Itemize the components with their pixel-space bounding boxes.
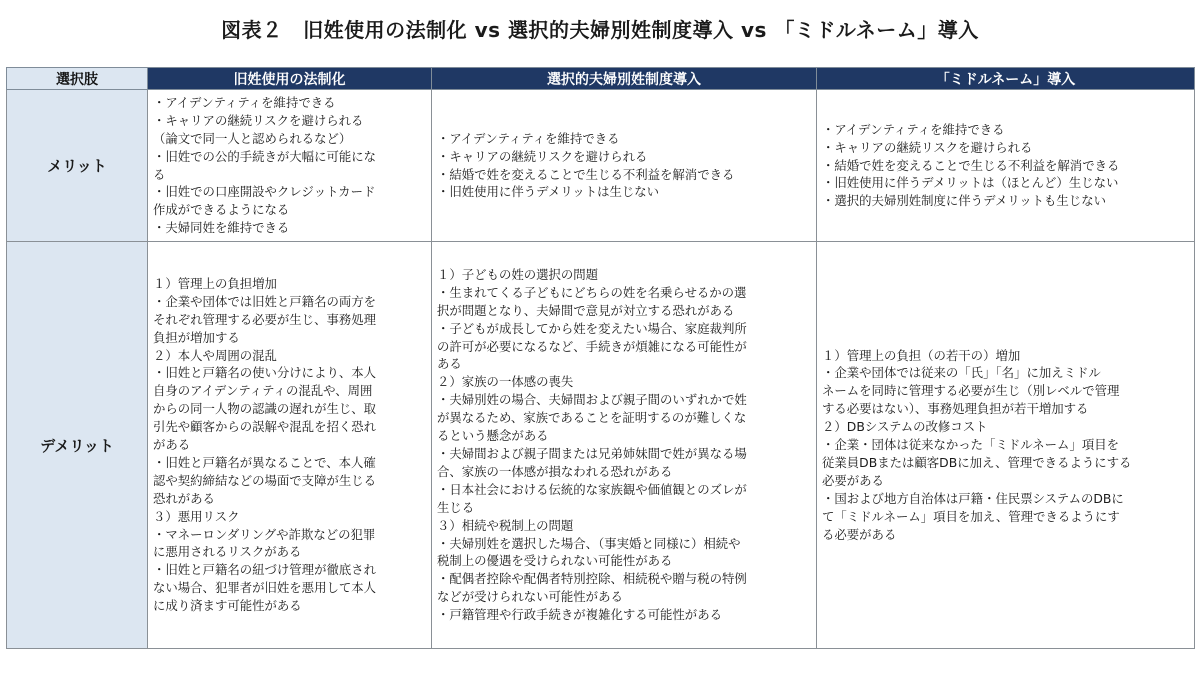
cell-line: １）管理上の負担（の若干の）増加 [822,347,1021,363]
cell-line: ある [437,356,462,372]
page-title: 図表２ 旧姓使用の法制化 vs 選択的夫婦別姓制度導入 vs 「ミドルネーム」導入 [221,18,979,42]
cell-line: るという懸念がある [437,428,549,444]
cell-line: ネームを同時に管理する必要が生じ（別レベルで管理 [822,383,1120,399]
cell-line: ・アイデンティティを維持できる [437,130,620,146]
cell-line: 負担が増加する [153,329,240,345]
column-header-kyusei: 旧姓使用の法制化 [148,68,432,90]
cell-line: ・旧姓での公的手続きが大幅に可能にな [153,148,377,164]
cell-line: ・日本社会における伝統的な家族観や価値観とのズレが [437,481,747,497]
cell-line: からの同一人物の認識の遅れが生じ、取 [153,401,377,417]
cell-line: 択が問題となり、夫婦間で意見が対立する恐れがある [437,302,735,318]
cell-line: ・旧姓使用に伴うデメリットは生じない [437,184,660,200]
column-header-fufu-bessei: 選択的夫婦別姓制度導入 [432,68,817,90]
cell-line: それぞれ管理する必要が生じ、事務処理 [153,311,377,327]
cell-line: る [153,166,166,182]
cell-line: 税制上の優遇を受けられない可能性がある [437,553,673,569]
cell-line: ・旧姓と戸籍名が異なることで、本人確 [153,454,376,470]
cell-line: ・旧姓での口座開設やクレジットカード [153,184,376,200]
cell-line: ・企業や団体では従来の「氏」「名」に加えミドル [822,365,1101,381]
cell-line: 自身のアイデンティティの混乱や、周囲 [153,383,373,399]
cell-line: １）子どもの姓の選択の問題 [437,266,599,282]
cell-line: ３）悪用リスク [153,508,240,524]
column-header-middle-name: 「ミドルネーム」導入 [817,68,1195,90]
cell-line: ・キャリアの継続リスクを避けられる [153,112,364,128]
demerit-row [7,242,1195,649]
cell-line: ・夫婦別姓の場合、夫婦間および親子間のいずれかで姓 [437,392,747,408]
cell-line: ・夫婦間および親子間または兄弟姉妹間で姓が異なる場 [437,446,747,461]
cell-line: などが受けられない可能性がある [437,589,623,605]
cell-line: 必要がある [822,472,884,488]
cell-line: ２）本人や周囲の混乱 [153,347,277,363]
cell-line: ・キャリアの継続リスクを避けられる [437,148,648,164]
cell-line: 認や契約締結などの場面で支障が生じる [153,472,377,488]
merit-cell-fufu-bessei [432,90,817,242]
cell-line: の許可が必要になるなど、手続きが煩雑になる可能性が [437,338,747,354]
demerit-cell-kyusei [148,242,432,649]
cell-line: ２）家族の一体感の喪失 [437,374,574,390]
cell-line: ・旧姓と戸籍名の紐づけ管理が徹底され [153,562,377,578]
merit-cell-kyusei [148,90,432,242]
cell-line: ３）相続や税制上の問題 [437,517,574,533]
cell-line: る必要がある [822,526,897,542]
header-row [7,68,1195,90]
cell-line: ・夫婦別姓を選択した場合、（事実婚と同様に）相続や [437,535,741,551]
cell-line: ・企業・団体は従来なかった「ミドルネーム」項目を [822,437,1120,453]
cell-line: て「ミドルネーム」項目を加え、管理できるようにす [822,508,1120,524]
cell-line: ・夫婦同姓を維持できる [153,220,290,236]
cell-line: ・配偶者控除や配偶者特別控除、相続税や贈与税の特例 [437,571,747,587]
cell-line: ない場合、犯罪者が旧姓を悪用して本人 [153,580,377,596]
cell-line: ・マネーロンダリングや詐欺などの犯罪 [153,526,376,542]
cell-line: ２）DBシステムの改修コスト [822,419,988,435]
cell-line: がある [153,437,191,453]
cell-line: 生じる [437,499,475,515]
cell-line: 恐れがある [153,490,215,506]
cell-line: ・企業や団体では旧姓と戸籍名の両方を [153,293,377,309]
comparison-table [6,67,1195,649]
cell-line: １）管理上の負担増加 [153,275,277,291]
cell-line: （論文で同一人と認められるなど） [153,130,352,146]
cell-line: ・選択的夫婦別姓制度に伴うデメリットも生じない [822,193,1106,209]
cell-line: 従業員DBまたは顧客DBに加え、管理できるようにする [822,454,1132,470]
cell-line: ・旧姓と戸籍名の使い分けにより、本人 [153,365,377,381]
cell-line: が異なるため、家族であることを証明するのが難しくな [437,410,747,426]
cell-line: ・生まれてくる子どもにどちらの姓を名乗らせるかの選 [437,284,747,300]
merit-row [7,90,1195,242]
corner-header: 選択肢 [7,68,148,90]
cell-line: する必要はない）、事務処理負担が若干増加する [822,401,1089,417]
cell-line: ・アイデンティティを維持できる [153,94,336,110]
cell-line: に悪用されるリスクがある [153,544,302,560]
demerit-cell-middle-name [817,242,1195,649]
row-label-merit: メリット [7,90,148,242]
cell-line: ・子どもが成長してから姓を変えたい場合、家庭裁判所 [437,320,747,336]
cell-line: ・結婚で姓を変えることで生じる不利益を解消できる [822,157,1120,173]
row-label-demerit: デメリット [7,242,148,649]
cell-line: ・国および地方自治体は戸籍・住民票システムのDBに [822,490,1124,506]
cell-line: 引先や顧客からの誤解や混乱を招く恐れ [153,419,377,435]
cell-line: ・旧姓使用に伴うデメリットは（ほとんど）生じない [822,175,1119,191]
cell-line: 合、家族の一体感が損なわれる恐れがある [437,463,673,479]
cell-line: ・戸籍管理や行政手続きが複雑化する可能性がある [437,607,722,623]
cell-line: に成り済ます可能性がある [153,598,302,614]
merit-cell-middle-name [817,90,1195,242]
demerit-cell-fufu-bessei [432,242,817,649]
cell-line: ・キャリアの継続リスクを避けられる [822,139,1033,155]
cell-line: 作成ができるようになる [153,202,290,218]
cell-line: ・結婚で姓を変えることで生じる不利益を解消できる [437,166,735,182]
cell-line: ・アイデンティティを維持できる [822,121,1005,137]
